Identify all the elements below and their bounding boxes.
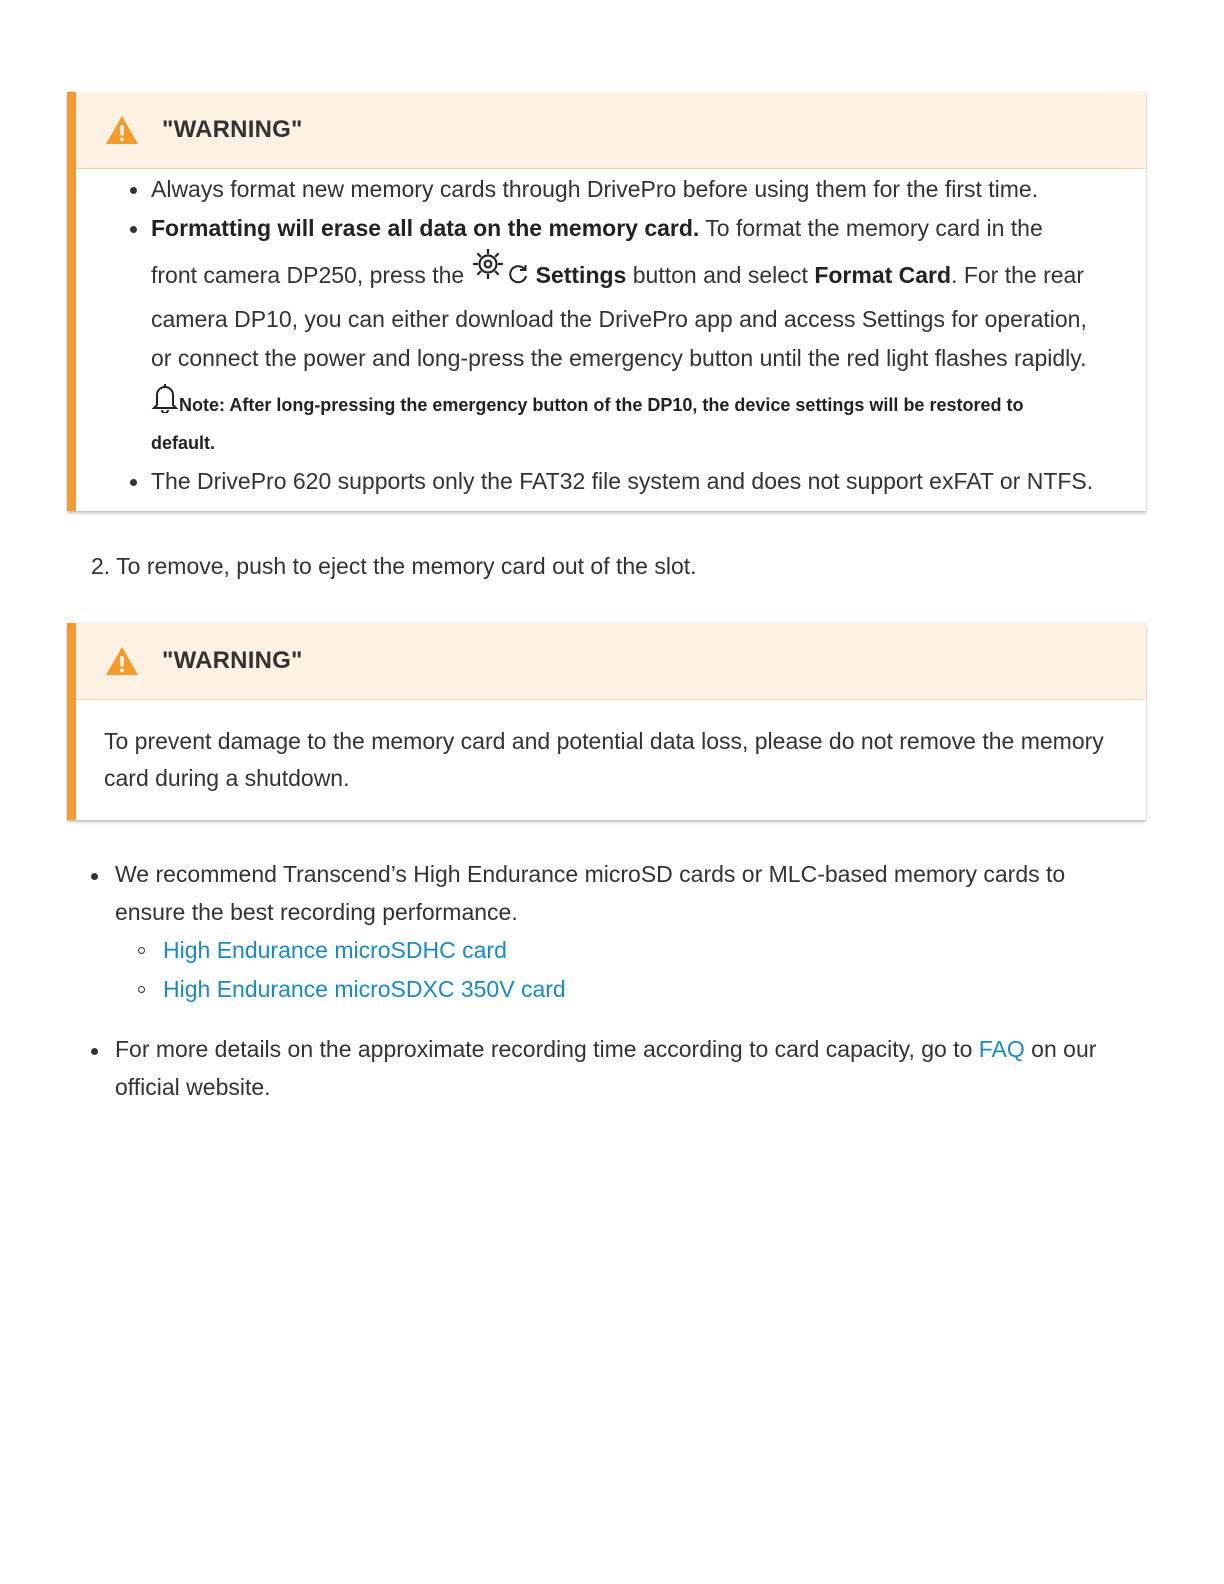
recommend-list [0,856,1224,1009]
details-line-2: official website. [115,1073,271,1100]
list-item [76,170,1136,209]
settings-label: Settings [535,262,627,288]
format-line-4: or connect the power and long-press the emergency button until the red light flashes rapidly. [151,344,1087,371]
warning-title: "WARNING" [162,647,303,674]
list-item [76,462,1136,501]
recommend-text: ensure the best recording performance. [115,898,518,925]
warning-list [76,169,1136,501]
warning-triangle-icon [105,115,139,145]
note-text: Note: After long-pressing the emergency button of the DP10, the device settings will be restored to [179,395,1024,415]
bullet-icon [91,873,98,880]
bullet-icon [130,479,137,486]
details-text: For more details on the approximate recording time according to card capacity, go to [115,1036,979,1062]
format-warning-bold: Formatting will erase all data on the memory card. [151,214,700,241]
sub-list-item [115,931,1124,970]
card-links [115,931,1124,1009]
warning-header [76,623,1146,700]
link-microsdhc[interactable]: High Endurance microSDHC card [163,937,507,963]
circle-bullet-icon [138,986,145,993]
format-text: button and select [626,262,815,288]
format-line-3: camera DP10, you can either download the DrivePro app and access Settings for operation, [151,306,1087,332]
list-item-text: Always format new memory cards through DrivePro before using them for the first time. [151,176,1039,202]
format-card-label: Format Card [814,262,952,288]
recommend-text: We recommend Transcend’s High Endurance microSD cards or MLC-based memory cards to [115,861,1066,887]
note-line [151,381,1136,424]
warning-box-remove [67,623,1146,820]
gear-icon [471,247,505,281]
bullet-icon [130,187,137,194]
warning-triangle-icon [105,646,139,676]
details-list [0,1031,1224,1106]
list-item [0,856,1224,1009]
warning-title: "WARNING" [162,116,303,143]
faq-link[interactable]: FAQ [978,1036,1025,1062]
step-2-text: 2. To remove, push to eject the memory card out of the slot. [91,553,697,579]
link-microsdxc-350v[interactable]: High Endurance microSDXC 350V card [163,976,566,1002]
list-item-text: The DrivePro 620 supports only the FAT32 file system and does not support exFAT or NTFS. [151,468,1094,494]
format-line-1 [151,209,1136,248]
warning-header [76,92,1146,169]
bell-icon [151,381,179,413]
warning-body-line: To prevent damage to the memory card and potential data loss, please do not remove the memory [104,728,1104,754]
note-line-2: default. [151,433,216,453]
format-text: . For the rear [951,262,1084,288]
list-item [0,1031,1224,1106]
restart-icon [506,262,530,286]
format-line-2 [151,247,1136,300]
details-text: on our [1024,1036,1097,1062]
warning-body-line: card during a shutdown. [104,765,350,791]
format-text: front camera DP250, press the [151,262,471,288]
list-item [76,209,1136,463]
bullet-icon [130,226,137,233]
circle-bullet-icon [138,947,145,954]
format-text: To format the memory card in the [699,214,1043,241]
warning-body [104,723,1124,797]
warning-box-format [67,92,1146,511]
sub-list-item [115,970,1124,1009]
details-line-1 [115,1031,1124,1069]
bullet-icon [91,1048,98,1055]
